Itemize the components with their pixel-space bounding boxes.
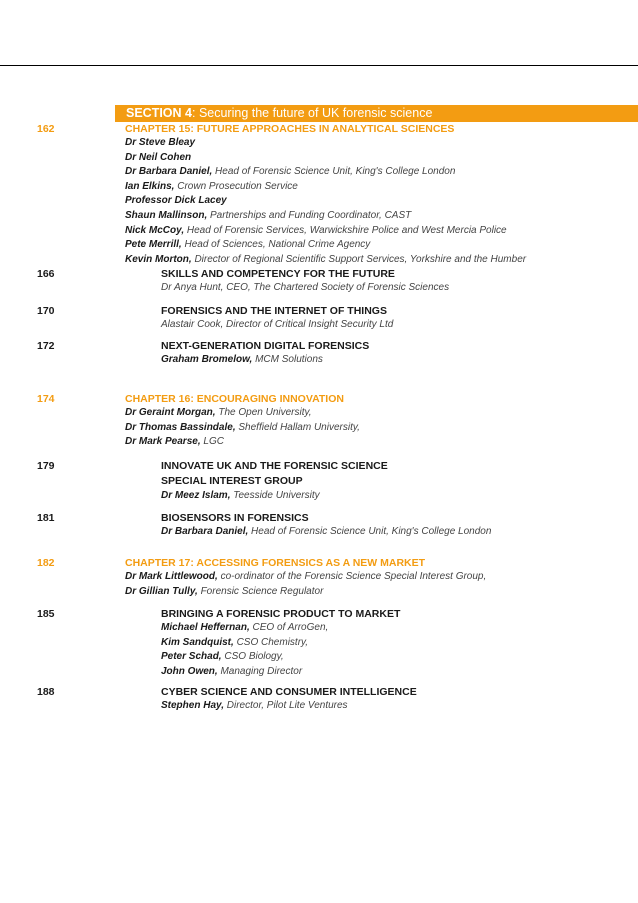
contributors-list (125, 406, 360, 450)
contributor: Professor Dick Lacey (125, 195, 227, 207)
contributor: Dr Meez Islam, Teesside University (161, 490, 320, 501)
page-number: 172 (37, 340, 55, 352)
article-title: CYBER SCIENCE AND CONSUMER INTELLIGENCE (161, 686, 417, 698)
contributor: Michael Heffernan, CEO of ArroGen, (161, 622, 329, 633)
contributor: Ian Elkins, Crown Prosecution Service (125, 180, 298, 192)
chapter-title: CHAPTER 17: ACCESSING FORENSICS AS A NEW MARKET (125, 557, 426, 569)
section-header-band (115, 105, 638, 122)
contributor: Kevin Morton, Director of Regional Scientific Support Services, Yorkshire and the Humber (125, 253, 527, 265)
article-title-line-2: SPECIAL INTEREST GROUP (161, 475, 303, 487)
article-title: BIOSENSORS IN FORENSICS (161, 512, 309, 524)
contributor: Dr Gillian Tully, Forensic Science Regulator (125, 585, 324, 597)
page-number: 182 (37, 557, 55, 569)
contributors-list (125, 570, 486, 599)
contributor: Dr Anya Hunt, CEO, The Chartered Society of Forensic Sciences (161, 282, 450, 293)
page-number: 185 (37, 608, 55, 620)
contributor: Dr Steve Bleay (125, 137, 196, 148)
contributor: Nick McCoy, Head of Forensic Services, Warwickshire Police and West Mercia Police (125, 224, 507, 236)
contributor: John Owen, Managing Director (161, 665, 303, 677)
top-rule (0, 65, 638, 66)
contributor: Shaun Mallinson, Partnerships and Funding Coordinator, CAST (125, 209, 412, 221)
contributors-list (161, 489, 320, 504)
article-title: INNOVATE UK AND THE FORENSIC SCIENCE (161, 460, 388, 472)
contributors-list (161, 281, 449, 296)
contributor: Dr Thomas Bassindale, Sheffield Hallam University, (125, 421, 360, 433)
page-number: 179 (37, 460, 55, 472)
contributors-list (125, 136, 526, 267)
contributor: Kim Sandquist, CSO Chemistry, (161, 636, 309, 648)
contributor: Dr Mark Littlewood, co-ordinator of the Forensic Science Special Interest Group, (125, 571, 487, 582)
contributor: Graham Bromelow, MCM Solutions (161, 354, 323, 365)
page-number: 170 (37, 305, 55, 317)
page-number: 174 (37, 393, 55, 405)
page-number: 166 (37, 268, 55, 280)
contributor: Stephen Hay, Director, Pilot Lite Ventures (161, 700, 348, 711)
contributor: Dr Geraint Morgan, The Open University, (125, 407, 312, 418)
page-number: 162 (37, 123, 55, 135)
article-title: SKILLS AND COMPETENCY FOR THE FUTURE (161, 268, 395, 280)
contributors-list (161, 525, 491, 540)
contributor: Alastair Cook, Director of Critical Insight Security Ltd (161, 319, 394, 330)
contributors-list (161, 621, 328, 679)
section-subtitle: : Securing the future of UK forensic science (192, 106, 433, 120)
chapter-title: CHAPTER 16: ENCOURAGING INNOVATION (125, 393, 344, 405)
contributor: Pete Merrill, Head of Sciences, National Crime Agency (125, 239, 371, 251)
contributor: Dr Barbara Daniel, Head of Forensic Science Unit, King's College London (125, 166, 456, 178)
contributor: Dr Neil Cohen (125, 151, 192, 163)
contributor: Dr Mark Pearse, LGC (125, 436, 224, 448)
article-title: BRINGING A FORENSIC PRODUCT TO MARKET (161, 608, 401, 620)
contributors-list (161, 353, 323, 368)
contributor: Peter Schad, CSO Biology, (161, 651, 284, 663)
contributors-list (161, 318, 393, 333)
section-label: SECTION 4 (126, 106, 192, 120)
article-title: NEXT-GENERATION DIGITAL FORENSICS (161, 340, 370, 352)
article-title: FORENSICS AND THE INTERNET OF THINGS (161, 305, 387, 317)
page-number: 181 (37, 512, 55, 524)
page-number: 188 (37, 686, 55, 698)
contributors-list (161, 699, 348, 714)
chapter-title: CHAPTER 15: FUTURE APPROACHES IN ANALYTICAL SCIENCES (125, 123, 455, 135)
contributor: Dr Barbara Daniel, Head of Forensic Science Unit, King's College London (161, 526, 492, 537)
